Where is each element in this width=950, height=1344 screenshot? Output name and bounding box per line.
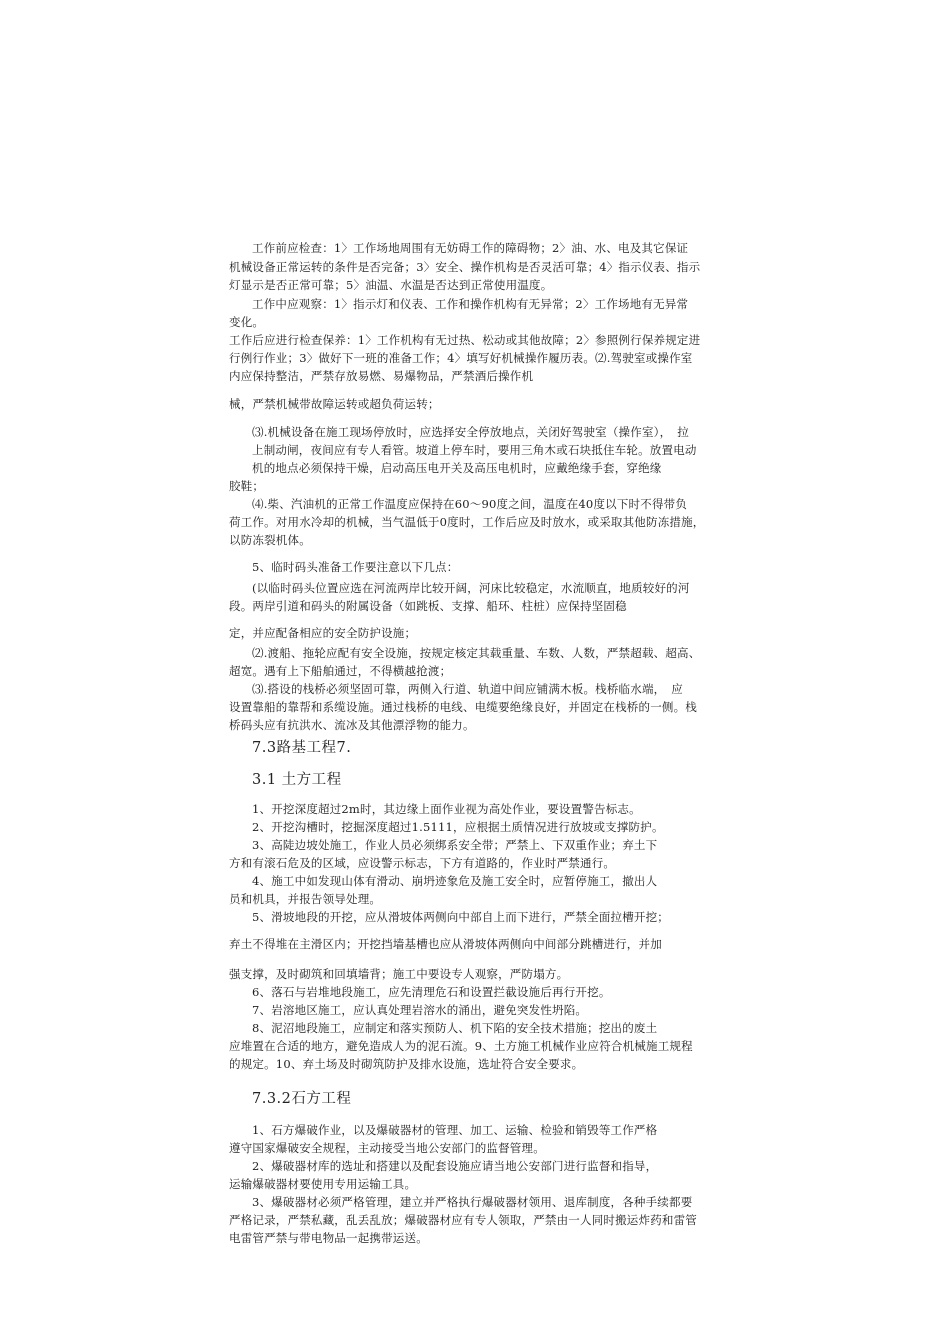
paragraph-line: 内应保持整洁，严禁存放易燃、易爆物品，严禁酒后操作机 (229, 369, 534, 383)
paragraph-line: 2、爆破器材库的选址和搭建以及配套设施应请当地公安部门进行监督和指导， (252, 1159, 658, 1173)
paragraph-line: 设置靠船的靠帮和系缆设施。通过栈桥的电线、电缆要绝缘良好，并固定在栈桥的一侧。栈 (229, 700, 697, 714)
paragraph-line: 弃土不得堆在主滑区内；开挖挡墙基槽也应从滑坡体两侧向中间部分跳槽进行，并加 (229, 937, 662, 951)
paragraph-line: 工作中应观察：1〉指示灯和仪表、工作和操作机构有无异常；2〉工作场地有无异常 (252, 297, 689, 311)
paragraph-line: 5、滑坡地段的开挖，应从滑坡体两侧向中部自上而下进行，严禁全面拉槽开挖； (252, 910, 670, 924)
paragraph-line: 2、开挖沟槽时，挖掘深度超过1.5111，应根据土质情况进行放坡或支撑防护。 (252, 820, 664, 834)
paragraph-line: 械，严禁机械带故障运转或超负荷运转； (229, 397, 440, 411)
paragraph-line: 桥码头应有抗洪水、流冰及其他漂浮物的能力。 (229, 718, 475, 732)
paragraph-line: 8、泥沼地段施工，应制定和落实预防人、机下陷的安全技术措施；挖出的废土 (252, 1021, 658, 1035)
paragraph-line: ⑷.柴、汽油机的正常工作温度应保持在60〜90度之间，温度在40度以下时不得带负 (252, 497, 688, 511)
paragraph-line: 超宽。遇有上下船舶通过，不得横越抢渡； (229, 664, 452, 678)
paragraph-line: 5、临时码头准备工作要注意以下几点： (252, 560, 459, 574)
paragraph-line: 严格记录，严禁私藏，乱丢乱放；爆破器材应有专人领取，严禁由一人同时搬运炸药和雷管 (229, 1213, 697, 1227)
paragraph-line: 灯显示是否正常可靠；5〉油温、水温是否达到正常使用温度。 (229, 278, 553, 292)
paragraph-line: 方和有滚石危及的区域，应设警示标志，下方有道路的，作业时严禁通行。 (229, 856, 616, 870)
paragraph-line: 定，并应配备相应的安全防护设施； (229, 626, 417, 640)
paragraph-line: ⑶.搭设的栈桥必须坚固可靠，两侧入行道、轨道中间应铺满木板。栈桥临水端， 应 (252, 682, 684, 696)
subsection-heading: 7.3.2石方工程 (252, 1091, 352, 1107)
paragraph-line: 遵守国家爆破安全规程，主动接受当地公安部门的监督管理。 (229, 1141, 545, 1155)
paragraph-line: ⑶.机械设备在施工现场停放时，应选择安全停放地点，关闭好驾驶室（操作室）， 拉 (252, 425, 689, 439)
paragraph-line: 行例行作业；3〉做好下一班的准备工作；4〉填写好机械操作履历表。⑵.驾驶室或操作室 (229, 351, 693, 365)
paragraph-line: 机的地点必须保持干燥，启动高压电开关及高压电机时，应戴绝缘手套，穿绝缘 (252, 461, 662, 475)
paragraph-line: (以临时码头位置应选在河流两岸比较开阔，河床比较稳定，水流顺直，地质较好的河 (252, 581, 690, 595)
paragraph-line: 1、开挖深度超过2m时，其边缘上面作业视为高处作业，要设置警告标志。 (252, 802, 641, 816)
subsection-heading: 3.1 土方工程 (252, 772, 342, 788)
paragraph-line: 7、岩溶地区施工，应认真处理岩溶水的涌出，避免突发性坍陷。 (252, 1003, 588, 1017)
paragraph-line: 荷工作。对用水冷却的机械，当气温低于0度时，工作后应及时放水，或采取其他防冻措施， (229, 515, 705, 529)
paragraph-line: 工作前应检查：1〉工作场地周围有无妨碍工作的障碍物；2〉油、水、电及其它保证 (252, 241, 689, 255)
paragraph-line: 应堆置在合适的地方，避免造成人为的泥石流。9、土方施工机械作业应符合机械施工规程 (229, 1039, 693, 1053)
paragraph-line: 4、施工中如发现山体有滑动、崩坍迹象危及施工安全时，应暂停施工，撤出人 (252, 874, 658, 888)
paragraph-line: 上制动闸，夜间应有专人看管。坡道上停车时，要用三角木或石块抵住车轮。放置电动 (252, 443, 697, 457)
paragraph-line: 机械设备正常运转的条件是否完备；3〉安全、操作机构是否灵活可靠；4〉指示仪表、指示 (229, 260, 701, 274)
paragraph-line: 1、石方爆破作业，以及爆破器材的管理、加工、运输、检验和销毁等工作严格 (252, 1123, 658, 1137)
paragraph-line: 3、爆破器材必须严格管理，建立并严格执行爆破器材领用、退库制度，各种手续都要 (252, 1195, 693, 1209)
paragraph-line: 变化。 (229, 315, 265, 329)
paragraph-line: 的规定。10、弃土场及时砌筑防护及排水设施，选址符合安全要求。 (229, 1057, 584, 1071)
paragraph-line: 强支撑，及时砌筑和回填墙背；施工中要设专人观察，严防塌方。 (229, 967, 569, 981)
paragraph-line: 电雷管严禁与带电物品一起携带运送。 (229, 1231, 428, 1245)
paragraph-line: 以防冻裂机体。 (229, 533, 311, 547)
section-heading: 7.3路基工程7. (252, 740, 352, 756)
paragraph-line: 3、高陡边坡处施工，作业人员必须绑系安全带；严禁上、下双重作业；弃土下 (252, 838, 658, 852)
paragraph-line: 6、落石与岩堆地段施工，应先清理危石和设置拦截设施后再行开挖。 (252, 985, 611, 999)
paragraph-line: ⑵.渡船、拖轮应配有安全设施，按规定核定其载重量、车数、人数，严禁超载、超高、 (252, 646, 701, 660)
paragraph-line: 工作后应进行检查保养：1〉工作机构有无过热、松动或其他故障；2〉参照例行保养规定进 (229, 333, 701, 347)
paragraph-line: 胶鞋； (229, 479, 265, 493)
paragraph-line: 运输爆破器材要使用专用运输工具。 (229, 1177, 417, 1191)
paragraph-line: 员和机具，并报告领导处理。 (229, 892, 382, 906)
paragraph-line: 段。两岸引道和码头的附属设备（如跳板、支撑、船环、柱桩）应保持坚固稳 (229, 599, 627, 613)
